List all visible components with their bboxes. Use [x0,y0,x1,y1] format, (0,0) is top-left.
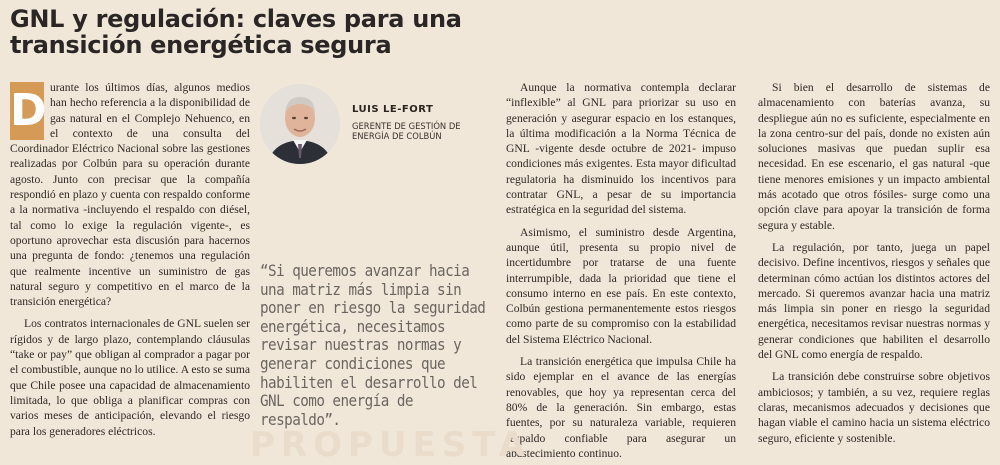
paragraph: Si bien el desarrollo de sistemas de almacenamiento con baterías avanza, su despliegue aún no es suficiente, especialmente en la zona centro-sur del país, donde no existen aún soluciones masivas que puedan suplir esa necesidad. En ese escenario, el gas natural -que tiene menores emisiones y un impacto ambiental más acotado que otros fósiles- surge como una opción clave para apoyar la transición de forma segura y estable. [758,81,990,232]
article-column-3 [758,80,990,446]
headline-line-2: transición energética segura [10,31,392,59]
paragraph: La transición debe construirse sobre objetivos ambiciosos; y también, a su vez, requiere reglas claras, mecanismos adecuados y decisiones que hagan viable el camino hacia un sistema eléctrico seguro, eficiente y sostenible. [758,370,990,445]
author-name: LUIS LE-FORT [352,104,434,115]
article-column-2 [506,80,736,461]
drop-cap: D [10,82,44,140]
headline-line-1: GNL y regulación: claves para una [10,5,462,33]
article-column-1 [10,80,250,439]
paragraph: Aunque la normativa contempla declarar “inflexible” al GNL para priorizar su uso en generación y asegurar espacio en los estanques, la última modificación a la Norma Técnica de GNL -vigente desde octubre de 2021- impuso condiciones más exigentes. Esta mayor dificultad regulatoria ha disminuido los incentivos para contratar GNL, a pesar de su importancia estratégica en la seguridad del sistema. [506,81,736,217]
paragraph: D urante los últimos días, algunos medios han hecho referencia a la disponibilidad de gas natural en el Complejo Nehuenco, en el contexto de una consulta del Coordinador Eléctrico Nacional sobre las gestiones realizadas por Colbún para su operación durante agosto. Junto con precisar que la compañía respondió en plazo y cuenta con respaldo conforme a la normativa -incluyendo el respaldo con diésel, tal como lo exige la regulación vigente-, es oportuno aprovechar esta discusión para hacernos una pregunta de fondo: ¿tenemos una regulación que realmente incentive un suministro de gas natural seguro y competitivo en el marco de la transición energética? [10,81,250,309]
author-photo [260,84,340,164]
author-role: GERENTE DE GESTIÓN DE ENERGÍA DE COLBÚN [352,121,461,141]
portrait-icon [260,84,340,164]
paragraph: Los contratos internacionales de GNL suelen ser rígidos y de largo plazo, contemplando cláusulas “take or pay” que obligan al comprador a pagar por el combustible, aunque no lo utilice. A esto se suma que Chile posee una capacidad de almacenamiento limitada, lo que obliga a planificar compras con varios meses de anticipación, elevando el riesgo para los generadores eléctricos. [10,317,250,438]
pull-quote: “Si queremos avanzar hacia una matriz más limpia sin poner en riesgo la seguridad energética, necesitamos revisar nuestras normas y generar condiciones que habiliten el desarrollo del GNL como energía de respaldo”. [260,261,486,429]
paragraph: La regulación, por tanto, juega un papel decisivo. Define incentivos, riesgos y señales que determinan cómo actúan los distintos actores del mercado. Si queremos avanzar hacia una matriz más limpia sin poner en riesgo la seguridad energética, necesitamos revisar nuestras normas y generar condiciones que habiliten el desarrollo del GNL como energía de respaldo. [758,240,990,362]
paragraph: Asimismo, el suministro desde Argentina, aunque útil, presenta su propio nivel de incertidumbre por tratarse de una fuente interrumpible, dada la prioridad que tiene el consumo interno en ese país. En este contexto, Colbún gestiona permanentemente estos riesgos como parte de su compromiso con la estabilidad del Sistema Eléctrico Nacional. [506,225,736,346]
article-headline [10,6,530,58]
paragraph: La transición energética que impulsa Chile ha sido ejemplar en el avance de las energías renovables, que hoy ya representan cerca del 80% de la generación. Sin embargo, estas fuentes, por su naturaleza variable, requieren respaldo confiable para asegurar un abastecimiento continuo. [506,355,736,460]
watermark: PROPUESTA [250,425,532,465]
